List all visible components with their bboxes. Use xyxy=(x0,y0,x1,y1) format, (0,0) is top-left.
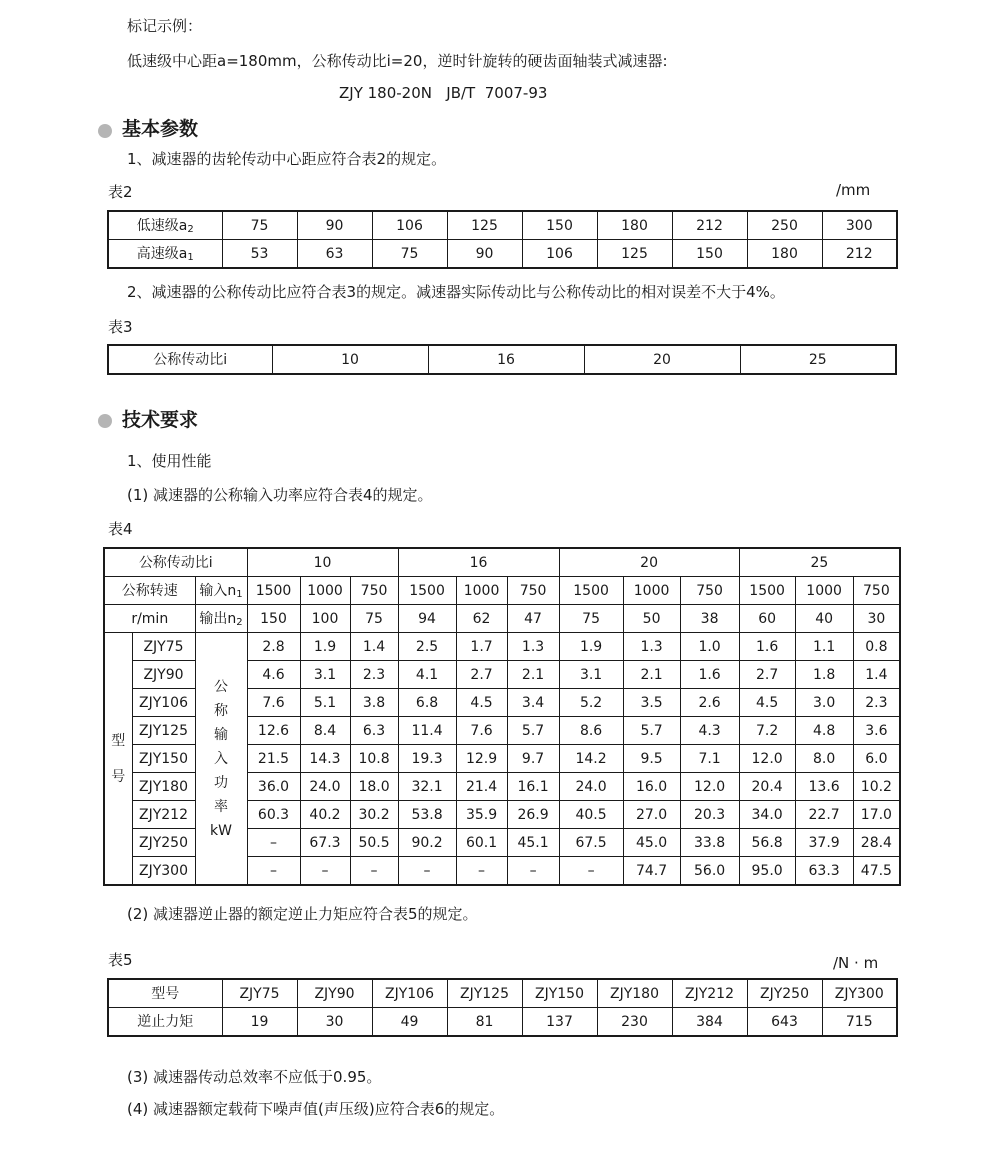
table-cell: 384 xyxy=(672,1008,747,1037)
table-cell: – xyxy=(350,857,398,886)
table-cell: – xyxy=(507,857,559,886)
table-cell: 56.0 xyxy=(680,857,739,886)
tech-sub-4: (4) 减速器额定载荷下噪声值(声压级)应符合表6的规定。 xyxy=(127,1100,505,1118)
table-cell: 7.2 xyxy=(739,717,795,745)
table-cell: 2.6 xyxy=(680,689,739,717)
section-bullet-icon xyxy=(98,124,112,138)
section-bullet-icon xyxy=(98,414,112,428)
table-cell: 1.3 xyxy=(507,633,559,661)
table-cell: 27.0 xyxy=(623,801,680,829)
row-header: 型号 xyxy=(108,979,222,1008)
table-cell: 106 xyxy=(372,211,447,240)
table-cell: 4.8 xyxy=(795,717,853,745)
table-cell: 35.9 xyxy=(456,801,507,829)
tech-sub-1: (1) 减速器的公称输入功率应符合表4的规定。 xyxy=(127,486,433,504)
table-cell: 20.3 xyxy=(680,801,739,829)
tech-item-1: 1、使用性能 xyxy=(127,452,212,470)
table-4 xyxy=(103,547,901,886)
table-cell: 7.6 xyxy=(247,689,300,717)
table-cell: 7.6 xyxy=(456,717,507,745)
table-cell: 16.0 xyxy=(623,773,680,801)
table-cell: 9.7 xyxy=(507,745,559,773)
table-cell: 62 xyxy=(456,605,507,633)
table-cell: 2.8 xyxy=(247,633,300,661)
table-cell: – xyxy=(300,857,350,886)
table-row xyxy=(104,633,900,661)
power-vertical-label: 公 称 输 入 功 率 kW xyxy=(195,633,247,886)
model-cell: ZJY75 xyxy=(132,633,195,661)
model-cell: ZJY75 xyxy=(222,979,297,1008)
table-cell: 40.2 xyxy=(300,801,350,829)
ratio-header: 公称传动比i xyxy=(104,548,247,577)
ratio-cell: 10 xyxy=(247,548,398,577)
table-cell: 14.3 xyxy=(300,745,350,773)
table-cell: 1.9 xyxy=(300,633,350,661)
table-cell: – xyxy=(247,829,300,857)
table-cell: 250 xyxy=(747,211,822,240)
table-cell: 1.4 xyxy=(350,633,398,661)
model-vertical-label: 型 号 xyxy=(104,633,132,886)
table-cell: 8.4 xyxy=(300,717,350,745)
table5-unit: /N · m xyxy=(833,954,879,972)
speed-unit: r/min xyxy=(104,605,195,633)
table-cell: 2.1 xyxy=(623,661,680,689)
table-cell: 106 xyxy=(522,240,597,269)
table-cell: 4.1 xyxy=(398,661,456,689)
table-cell: 75 xyxy=(559,605,623,633)
table-cell: – xyxy=(559,857,623,886)
table-cell: 3.1 xyxy=(559,661,623,689)
table-cell: 180 xyxy=(597,211,672,240)
table-cell: 1.8 xyxy=(795,661,853,689)
table-cell: 90 xyxy=(447,240,522,269)
basic-item-1: 1、减速器的齿轮传动中心距应符合表2的规定。 xyxy=(127,150,447,168)
table-cell: 37.9 xyxy=(795,829,853,857)
marking-description: 低速级中心距a=180mm，公称传动比i=20，逆时针旋转的硬齿面轴装式减速器: xyxy=(127,52,668,70)
table-cell: 12.0 xyxy=(680,773,739,801)
table-cell: 81 xyxy=(447,1008,522,1037)
table-cell: 5.7 xyxy=(623,717,680,745)
table-cell: 1.3 xyxy=(623,633,680,661)
table-cell: 4.5 xyxy=(739,689,795,717)
table-cell: 30 xyxy=(297,1008,372,1037)
section-title-tech: 技术要求 xyxy=(122,409,199,431)
marking-label: 标记示例： xyxy=(127,17,203,35)
table-cell: 49 xyxy=(372,1008,447,1037)
table-cell: 53.8 xyxy=(398,801,456,829)
table-cell: 56.8 xyxy=(739,829,795,857)
row-header: 逆止力矩 xyxy=(108,1008,222,1037)
speed-label: 公称转速 xyxy=(104,577,195,605)
table-cell: 50 xyxy=(623,605,680,633)
section-title-basic: 基本参数 xyxy=(122,118,199,140)
row-header: 高速级$a_1$ xyxy=(108,240,222,269)
table-cell: 4.3 xyxy=(680,717,739,745)
model-cell: ZJY150 xyxy=(132,745,195,773)
table-row xyxy=(108,345,896,374)
model-cell: ZJY180 xyxy=(132,773,195,801)
tech-sub-3: (3) 减速器传动总效率不应低于0.95。 xyxy=(127,1068,382,1086)
table-cell: 45.1 xyxy=(507,829,559,857)
table-cell: 32.1 xyxy=(398,773,456,801)
table-cell: 750 xyxy=(680,577,739,605)
table-cell: 75 xyxy=(350,605,398,633)
table-row xyxy=(108,1008,897,1037)
table-cell: 40 xyxy=(795,605,853,633)
table-cell: 67.5 xyxy=(559,829,623,857)
ratio-cell: 25 xyxy=(739,548,900,577)
table-cell: 90 xyxy=(297,211,372,240)
table-cell: 643 xyxy=(747,1008,822,1037)
model-cell: ZJY90 xyxy=(132,661,195,689)
table-cell: 45.0 xyxy=(623,829,680,857)
table-cell: 715 xyxy=(822,1008,897,1037)
table-cell: 125 xyxy=(447,211,522,240)
table-cell: 40.5 xyxy=(559,801,623,829)
table-cell: 750 xyxy=(507,577,559,605)
table-cell: 137 xyxy=(522,1008,597,1037)
table-cell: 16 xyxy=(428,345,584,374)
table-cell: 17.0 xyxy=(853,801,900,829)
model-cell: ZJY90 xyxy=(297,979,372,1008)
table-cell: 2.7 xyxy=(456,661,507,689)
table-cell: 94 xyxy=(398,605,456,633)
table-cell: 38 xyxy=(680,605,739,633)
table-cell: 20 xyxy=(584,345,740,374)
table-cell: 3.1 xyxy=(300,661,350,689)
table-cell: 150 xyxy=(672,240,747,269)
table-cell: 60.3 xyxy=(247,801,300,829)
table-cell: 212 xyxy=(672,211,747,240)
table2-label: 表2 xyxy=(108,183,133,201)
table-cell: 4.6 xyxy=(247,661,300,689)
table-cell: 1.0 xyxy=(680,633,739,661)
table-cell: 12.0 xyxy=(739,745,795,773)
model-cell: ZJY212 xyxy=(132,801,195,829)
table-cell: 1500 xyxy=(247,577,300,605)
table-cell: 30 xyxy=(853,605,900,633)
table-row xyxy=(108,211,897,240)
table-cell: – xyxy=(247,857,300,886)
table-cell: 74.7 xyxy=(623,857,680,886)
table-cell: 75 xyxy=(372,240,447,269)
table-cell: 2.1 xyxy=(507,661,559,689)
table-2 xyxy=(107,210,898,269)
table-cell: 10.2 xyxy=(853,773,900,801)
table-3 xyxy=(107,344,897,375)
table-cell: 2.7 xyxy=(739,661,795,689)
table3-label: 表3 xyxy=(108,318,133,336)
table-cell: 75 xyxy=(222,211,297,240)
table-cell: 3.8 xyxy=(350,689,398,717)
table-cell: 4.5 xyxy=(456,689,507,717)
table-cell: 12.9 xyxy=(456,745,507,773)
table-cell: 2.3 xyxy=(350,661,398,689)
table-cell: 14.2 xyxy=(559,745,623,773)
table-cell: 6.8 xyxy=(398,689,456,717)
table-cell: 1.4 xyxy=(853,661,900,689)
table-cell: 1500 xyxy=(739,577,795,605)
table-5 xyxy=(107,978,898,1037)
model-cell: ZJY180 xyxy=(597,979,672,1008)
model-cell: ZJY212 xyxy=(672,979,747,1008)
table-cell: 1000 xyxy=(456,577,507,605)
table5-label: 表5 xyxy=(108,951,133,969)
table-cell: 12.6 xyxy=(247,717,300,745)
table-cell: 0.8 xyxy=(853,633,900,661)
table-row xyxy=(108,240,897,269)
table-cell: 1.9 xyxy=(559,633,623,661)
table-cell: 1000 xyxy=(795,577,853,605)
tech-sub-2: (2) 减速器逆止器的额定逆止力矩应符合表5的规定。 xyxy=(127,905,478,923)
table-cell: 1000 xyxy=(623,577,680,605)
table-cell: 1.1 xyxy=(795,633,853,661)
model-cell: ZJY125 xyxy=(447,979,522,1008)
table-cell: 20.4 xyxy=(739,773,795,801)
table-cell: 1.6 xyxy=(739,633,795,661)
model-cell: ZJY300 xyxy=(822,979,897,1008)
table-cell: – xyxy=(398,857,456,886)
table-cell: 212 xyxy=(822,240,897,269)
table2-unit: /mm xyxy=(836,181,871,199)
table-cell: 230 xyxy=(597,1008,672,1037)
table-cell: 8.6 xyxy=(559,717,623,745)
table-cell: 18.0 xyxy=(350,773,398,801)
basic-item-2: 2、减速器的公称传动比应符合表3的规定。减速器实际传动比与公称传动比的相对误差不大于4%。 xyxy=(127,283,785,301)
table-row xyxy=(108,979,897,1008)
table-cell: 36.0 xyxy=(247,773,300,801)
marking-code: ZJY 180-20N JB/T 7007-93 xyxy=(339,84,548,102)
table-cell: 1.6 xyxy=(680,661,739,689)
table-cell: 16.1 xyxy=(507,773,559,801)
table-cell: 5.1 xyxy=(300,689,350,717)
table-cell: 63.3 xyxy=(795,857,853,886)
table-cell: 60.1 xyxy=(456,829,507,857)
table-cell: 5.7 xyxy=(507,717,559,745)
table-cell: – xyxy=(456,857,507,886)
table-cell: 50.5 xyxy=(350,829,398,857)
table-cell: 150 xyxy=(247,605,300,633)
table-cell: 8.0 xyxy=(795,745,853,773)
table-cell: 100 xyxy=(300,605,350,633)
model-cell: ZJY150 xyxy=(522,979,597,1008)
table-cell: 63 xyxy=(297,240,372,269)
table-cell: 30.2 xyxy=(350,801,398,829)
table-cell: 180 xyxy=(747,240,822,269)
table-cell: 19 xyxy=(222,1008,297,1037)
table-cell: 2.5 xyxy=(398,633,456,661)
ratio-cell: 16 xyxy=(398,548,559,577)
input-speed-label: 输入$n_1$ xyxy=(195,577,247,605)
table-cell: 9.5 xyxy=(623,745,680,773)
table-cell: 67.3 xyxy=(300,829,350,857)
model-cell: ZJY250 xyxy=(132,829,195,857)
table-cell: 10.8 xyxy=(350,745,398,773)
model-cell: ZJY125 xyxy=(132,717,195,745)
model-cell: ZJY300 xyxy=(132,857,195,886)
table-cell: 1.7 xyxy=(456,633,507,661)
table-cell: 24.0 xyxy=(300,773,350,801)
row-header: 公称传动比i xyxy=(108,345,272,374)
table-cell: 3.6 xyxy=(853,717,900,745)
model-cell: ZJY250 xyxy=(747,979,822,1008)
table-cell: 34.0 xyxy=(739,801,795,829)
table-cell: 47 xyxy=(507,605,559,633)
table-cell: 3.4 xyxy=(507,689,559,717)
table-cell: 21.4 xyxy=(456,773,507,801)
table-cell: 7.1 xyxy=(680,745,739,773)
table-cell: 3.5 xyxy=(623,689,680,717)
table-cell: 53 xyxy=(222,240,297,269)
table-cell: 33.8 xyxy=(680,829,739,857)
table-cell: 6.0 xyxy=(853,745,900,773)
table-cell: 19.3 xyxy=(398,745,456,773)
table-cell: 750 xyxy=(350,577,398,605)
table-cell: 6.3 xyxy=(350,717,398,745)
table-cell: 13.6 xyxy=(795,773,853,801)
table-cell: 11.4 xyxy=(398,717,456,745)
table-cell: 5.2 xyxy=(559,689,623,717)
table-cell: 750 xyxy=(853,577,900,605)
row-header: 低速级$a_2$ xyxy=(108,211,222,240)
table-cell: 60 xyxy=(739,605,795,633)
model-cell: ZJY106 xyxy=(132,689,195,717)
table-cell: 3.0 xyxy=(795,689,853,717)
table-cell: 10 xyxy=(272,345,428,374)
table-cell: 21.5 xyxy=(247,745,300,773)
table-cell: 1500 xyxy=(559,577,623,605)
table-cell: 28.4 xyxy=(853,829,900,857)
table-cell: 125 xyxy=(597,240,672,269)
table-cell: 95.0 xyxy=(739,857,795,886)
table-cell: 1500 xyxy=(398,577,456,605)
table-cell: 300 xyxy=(822,211,897,240)
table-cell: 90.2 xyxy=(398,829,456,857)
table-row xyxy=(104,548,900,577)
output-speed-label: 输出$n_2$ xyxy=(195,605,247,633)
model-cell: ZJY106 xyxy=(372,979,447,1008)
table-cell: 25 xyxy=(740,345,896,374)
ratio-cell: 20 xyxy=(559,548,739,577)
table-cell: 22.7 xyxy=(795,801,853,829)
table-row xyxy=(104,605,900,633)
table-row xyxy=(104,577,900,605)
table-cell: 47.5 xyxy=(853,857,900,886)
table-cell: 24.0 xyxy=(559,773,623,801)
table-cell: 150 xyxy=(522,211,597,240)
table4-label: 表4 xyxy=(108,520,133,538)
table-cell: 26.9 xyxy=(507,801,559,829)
table-cell: 2.3 xyxy=(853,689,900,717)
table-cell: 1000 xyxy=(300,577,350,605)
